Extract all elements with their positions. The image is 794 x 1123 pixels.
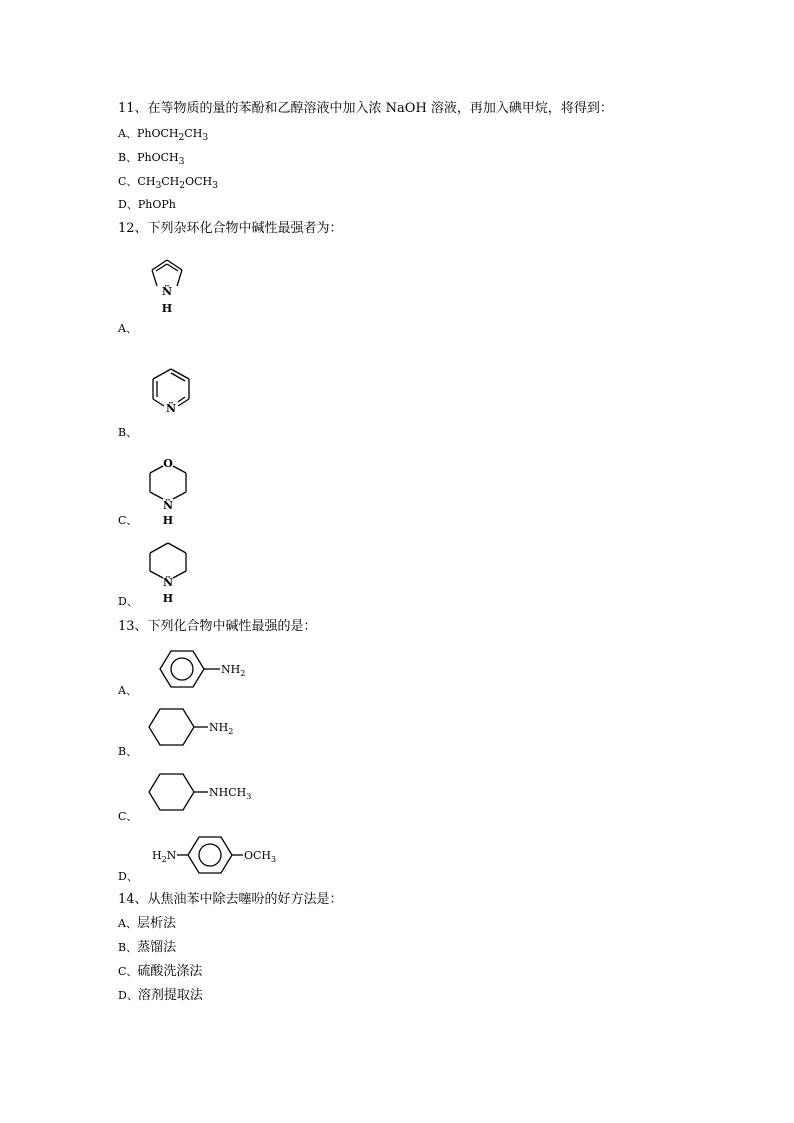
p-anisidine-left-label: $H_2N$ <box>152 849 177 864</box>
q11-option-c: C、$CH_3CH_2OCH_3$ <box>118 175 218 192</box>
morpholine-structure <box>145 454 195 528</box>
pyridine-structure <box>148 366 198 418</box>
p-anisidine-right-label: $OCH_3$ <box>244 849 277 864</box>
p-anisidine-structure <box>148 834 298 878</box>
q12-option-b: B、 <box>118 426 138 439</box>
pyrrole-h-label: H <box>161 302 173 315</box>
pyrrole-structure <box>140 252 200 318</box>
q11-option-a: A、$PhOCH_2CH_3$ <box>118 127 209 144</box>
morpholine-o-label: O <box>163 457 173 470</box>
aniline-group-label: $NH_2$ <box>221 663 246 678</box>
q14-option-d: D、溶剂提取法 <box>118 988 203 1003</box>
q14-option-b: B、蒸馏法 <box>118 940 177 955</box>
q13-option-b: B、 <box>118 745 138 758</box>
piperidine-structure <box>145 540 195 606</box>
cyclohexylamine-structure <box>146 705 246 749</box>
aniline-structure <box>158 647 258 691</box>
q12-option-c: C、 <box>118 514 138 527</box>
q13-option-c: C、 <box>118 810 138 823</box>
n-methylcyclohexylamine-structure <box>146 770 266 814</box>
morpholine-h-label: H <box>162 514 174 527</box>
q14-stem: 14、从焦油苯中除去噻吩的好方法是： <box>118 892 343 907</box>
q11-option-b: B、PhOCH$_3$ <box>118 151 185 168</box>
morpholine-n-label: N̈ <box>162 499 174 512</box>
piperidine-n-label: N̈ <box>162 576 174 589</box>
pyridine-n-label: N̈ <box>165 402 177 415</box>
q12-option-a: A、 <box>118 322 137 335</box>
q11-option-d: D、PhOPh <box>118 198 176 211</box>
q14-option-c: C、硫酸洗涤法 <box>118 964 203 979</box>
n-methylcyclohexylamine-group-label: $NHCH_3$ <box>209 786 252 801</box>
q11-stem: 11、在等物质的量的苯酚和乙醇溶液中加入浓 NaOH 溶液，再加入碘甲烷，将得到： <box>118 101 613 116</box>
q13-stem: 13、下列化合物中碱性最强的是： <box>118 619 317 634</box>
piperidine-h-label: H <box>162 592 174 605</box>
q12-option-d: D、 <box>118 595 138 608</box>
cyclohexylamine-group-label: $NH_2$ <box>209 721 234 736</box>
q12-stem: 12、下列杂环化合物中碱性最强者为： <box>118 221 343 236</box>
q14-option-a: A、层析法 <box>118 916 176 931</box>
pyrrole-n-label: N̈ <box>161 285 173 298</box>
q13-option-d: D、 <box>118 870 138 883</box>
q13-option-a: A、 <box>118 684 137 697</box>
